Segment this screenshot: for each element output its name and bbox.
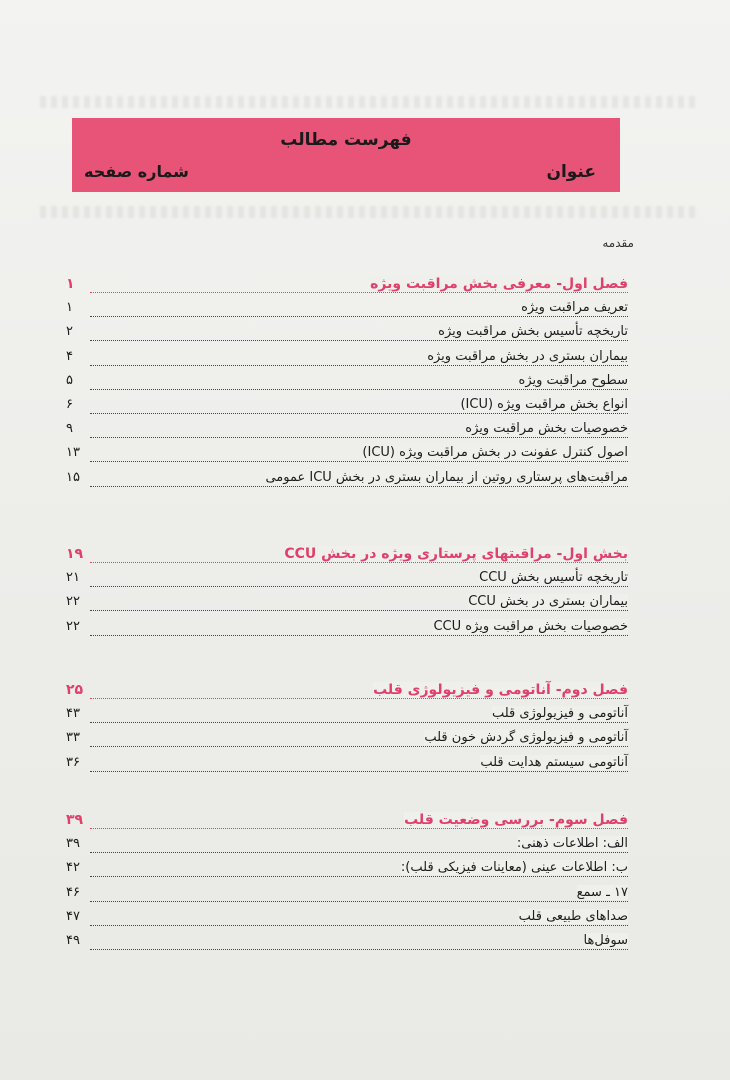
dot-leader	[90, 828, 628, 829]
entry-page-number: ۴۶	[66, 884, 80, 900]
entry-page-number: ۴	[66, 348, 73, 364]
toc-title: فهرست مطالب	[280, 130, 412, 150]
dot-leader	[90, 365, 628, 366]
entry-title: سوفل‌ها	[583, 933, 628, 948]
column-title-label: عنوان	[546, 162, 596, 182]
dot-leader	[90, 292, 628, 293]
toc-chapter-row	[66, 274, 628, 296]
toc-entry-row	[66, 592, 628, 614]
entry-page-number: ۲۱	[66, 570, 80, 586]
toc-entry-row	[66, 834, 628, 856]
intro-label: مقدمه	[602, 236, 634, 250]
toc-entry-row	[66, 704, 628, 726]
dot-leader	[90, 437, 628, 438]
toc-header	[72, 118, 620, 192]
dot-leader	[90, 698, 628, 699]
bleed-through-text	[40, 206, 700, 218]
toc-entry-row	[66, 753, 628, 775]
toc-chapter-row	[66, 544, 628, 566]
entry-title: تعریف مراقبت ویژه	[521, 300, 628, 316]
dot-leader	[90, 901, 628, 902]
chapter-page-number: ۳۹	[66, 812, 84, 828]
chapter-title: فصل سوم- بررسی وضعیت قلب	[404, 812, 628, 828]
entry-page-number: ۴۳	[66, 706, 80, 722]
dot-leader	[90, 746, 628, 747]
toc-entry-row	[66, 347, 628, 369]
entry-title: آناتومی سیستم هدایت قلب	[480, 754, 628, 770]
entry-title: تاریخچه تأسیس بخش مراقبت ویژه	[438, 324, 628, 340]
entry-page-number: ۱۳	[66, 445, 80, 461]
toc-entry-row	[66, 568, 628, 590]
bleed-through-text	[40, 96, 700, 108]
dot-leader	[90, 586, 628, 587]
dot-leader	[90, 925, 628, 926]
toc-entry-row	[66, 468, 628, 490]
dot-leader	[90, 876, 628, 877]
toc-entry-row	[66, 617, 628, 639]
dot-leader	[90, 316, 628, 317]
entry-page-number: ۳۹	[66, 836, 80, 852]
entry-title: ب: اطلاعات عینی (معاینات فیزیکی قلب):	[400, 860, 628, 876]
entry-title: بیماران بستری در بخش CCU	[468, 594, 628, 610]
entry-page-number: ۱	[66, 300, 73, 316]
toc-entry-row	[66, 419, 628, 441]
toc-entry-row	[66, 395, 628, 417]
entry-page-number: ۴۲	[66, 860, 80, 876]
entry-page-number: ۱۵	[66, 469, 80, 485]
dot-leader	[90, 610, 628, 611]
toc-entry-row	[66, 728, 628, 750]
chapter-title: فصل دوم- آناتومی و فیزیولوژی قلب	[373, 682, 628, 698]
entry-page-number: ۲	[66, 324, 73, 340]
entry-page-number: ۲۲	[66, 594, 80, 610]
toc-entry-row	[66, 883, 628, 905]
entry-title: مراقبت‌های پرستاری روتین از بیماران بستری در بخش ICU عمومی	[265, 469, 628, 485]
toc-entry-row	[66, 298, 628, 320]
chapter-title: بخش اول- مراقبتهای پرستاری ویژه در بخش CCU	[284, 546, 628, 562]
dot-leader	[90, 486, 628, 487]
entry-page-number: ۳۳	[66, 730, 80, 746]
dot-leader	[90, 949, 628, 950]
dot-leader	[90, 635, 628, 636]
dot-leader	[90, 389, 628, 390]
entry-page-number: ۴۹	[66, 933, 80, 948]
toc-entry-row	[66, 931, 628, 953]
entry-title: الف: اطلاعات ذهنی:	[516, 836, 628, 852]
entry-title: ۱۷ ـ سمع	[576, 884, 628, 900]
toc-entry-row	[66, 907, 628, 929]
entry-title: خصوصیات بخش مراقبت ویژه CCU	[433, 618, 628, 634]
toc-entry-row	[66, 322, 628, 344]
dot-leader	[90, 340, 628, 341]
entry-title: بیماران بستری در بخش مراقبت ویژه	[427, 348, 628, 364]
entry-title: آناتومی و فیزیولوژی قلب	[491, 706, 628, 722]
entry-title: اصول کنترل عفونت در بخش مراقبت ویژه (ICU)	[362, 445, 628, 461]
toc-entry-row	[66, 858, 628, 880]
entry-page-number: ۲۲	[66, 618, 80, 634]
entry-page-number: ۹	[66, 421, 73, 437]
dot-leader	[90, 722, 628, 723]
toc-entry-row	[66, 371, 628, 393]
chapter-title: فصل اول- معرفی بخش مراقبت ویژه	[370, 276, 628, 292]
entry-title: صداهای طبیعی قلب	[518, 908, 628, 924]
chapter-page-number: ۱۹	[66, 546, 84, 562]
chapter-page-number: ۲۵	[66, 682, 84, 698]
dot-leader	[90, 461, 628, 462]
entry-page-number: ۳۶	[66, 754, 80, 770]
dot-leader	[90, 413, 628, 414]
entry-title: آناتومی و فیزیولوژی گردش خون قلب	[424, 730, 628, 746]
entry-title: انواع بخش مراقبت ویژه (ICU)	[460, 397, 628, 412]
entry-page-number: ۶	[66, 397, 73, 412]
entry-page-number: ۵	[66, 372, 73, 388]
entry-title: خصوصیات بخش مراقبت ویژه	[465, 421, 628, 437]
chapter-page-number: ۱	[66, 276, 75, 292]
dot-leader	[90, 771, 628, 772]
dot-leader	[90, 562, 628, 563]
toc-entry-row	[66, 443, 628, 465]
entry-page-number: ۴۷	[66, 908, 80, 924]
toc-chapter-row	[66, 810, 628, 832]
entry-title: سطوح مراقبت ویژه	[518, 372, 628, 388]
entry-title: تاریخچه تأسیس بخش CCU	[479, 570, 628, 586]
dot-leader	[90, 852, 628, 853]
column-page-label: شماره صفحه	[84, 162, 189, 181]
toc-chapter-row	[66, 680, 628, 702]
